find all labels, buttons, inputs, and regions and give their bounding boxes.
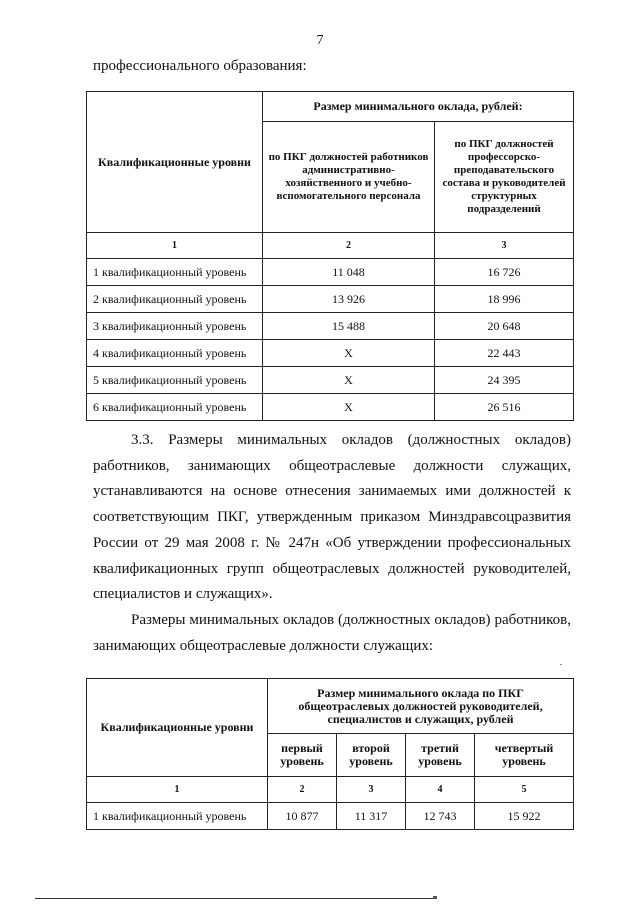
table-row [87,394,574,421]
table2-subheader: третий уровень [406,734,475,777]
table-cell: 11 317 [337,803,406,830]
footer-mark [433,896,437,899]
table2-subheader: второй уровень [337,734,406,777]
column-number: 3 [435,233,574,259]
table1-column-numbers [87,233,574,259]
column-number: 3 [337,777,406,803]
table-cell: X [263,340,435,367]
table-row [87,286,574,313]
table-row [87,367,574,394]
table1-group-header: Размер минимального оклада, рублей: [263,92,574,122]
column-number: 2 [263,233,435,259]
table1-col2-header: по ПКГ должностей работников административно-хозяйственного и учебно-вспомогательного персонала [263,122,435,233]
paragraph-general-positions: Размеры минимальных окладов (должностных окладов) работников, занимающих общеотраслевые должности служащих: [93,612,571,654]
column-number: 1 [87,777,268,803]
table2-column-numbers [87,777,574,803]
table-row [87,259,574,286]
table1-col3-header: по ПКГ должностей профессорско-преподавательского состава и руководителей структурных подразделений [435,122,574,233]
table-cell: X [263,367,435,394]
table-cell: 13 926 [263,286,435,313]
table-cell: 15 488 [263,313,435,340]
salary-table-general-positions [86,678,574,830]
table-cell: 18 996 [435,286,574,313]
row-label: 2 квалификационный уровень [87,286,263,313]
table-cell: 15 922 [475,803,574,830]
table-row [87,340,574,367]
table-cell: 16 726 [435,259,574,286]
row-label: 3 квалификационный уровень [87,313,263,340]
paragraph-3-3: 3.3. Размеры минимальных окладов (должностных окладов) работников, занимающих общеотраслевые должности служащих, устанавливаются на основе отнесения занимаемых ими должностей к соответствующим ПКГ, утвержденным приказом Минздравсоцразвития России от 29 мая 2008 г. № 247н «Об утверждении профессиональных квалификационных групп общеотраслевых должностей руководителей, специалистов и служащих». [93,432,571,603]
column-number: 2 [268,777,337,803]
footer-rule [35,898,435,899]
table2-group-header: Размер минимального оклада по ПКГ общеотраслевых должностей руководителей, специалистов и служащих, рублей [268,679,574,734]
table-cell: 22 443 [435,340,574,367]
table2-subheader: четвертый уровень [475,734,574,777]
table-cell: 24 395 [435,367,574,394]
column-number: 1 [87,233,263,259]
table2-subheader: первый уровень [268,734,337,777]
column-number: 4 [406,777,475,803]
row-label: 1 квалификационный уровень [87,259,263,286]
column-number: 5 [475,777,574,803]
row-label: 6 квалификационный уровень [87,394,263,421]
table2-qual-header: Квалификационные уровни [87,679,268,777]
table-row [87,803,574,830]
table-cell: 20 648 [435,313,574,340]
row-label: 1 квалификационный уровень [87,803,268,830]
row-label: 4 квалификационный уровень [87,340,263,367]
table1-qual-header: Квалификационные уровни [87,92,263,233]
table-cell: 12 743 [406,803,475,830]
salary-table-education [86,91,574,421]
table-cell: 10 877 [268,803,337,830]
table-row [87,313,574,340]
row-label: 5 квалификационный уровень [87,367,263,394]
page-number: 7 [316,33,324,48]
intro-text: профессионального образования: [93,58,307,74]
scan-speck [560,664,562,665]
table-cell: 26 516 [435,394,574,421]
table-cell: X [263,394,435,421]
table-cell: 11 048 [263,259,435,286]
